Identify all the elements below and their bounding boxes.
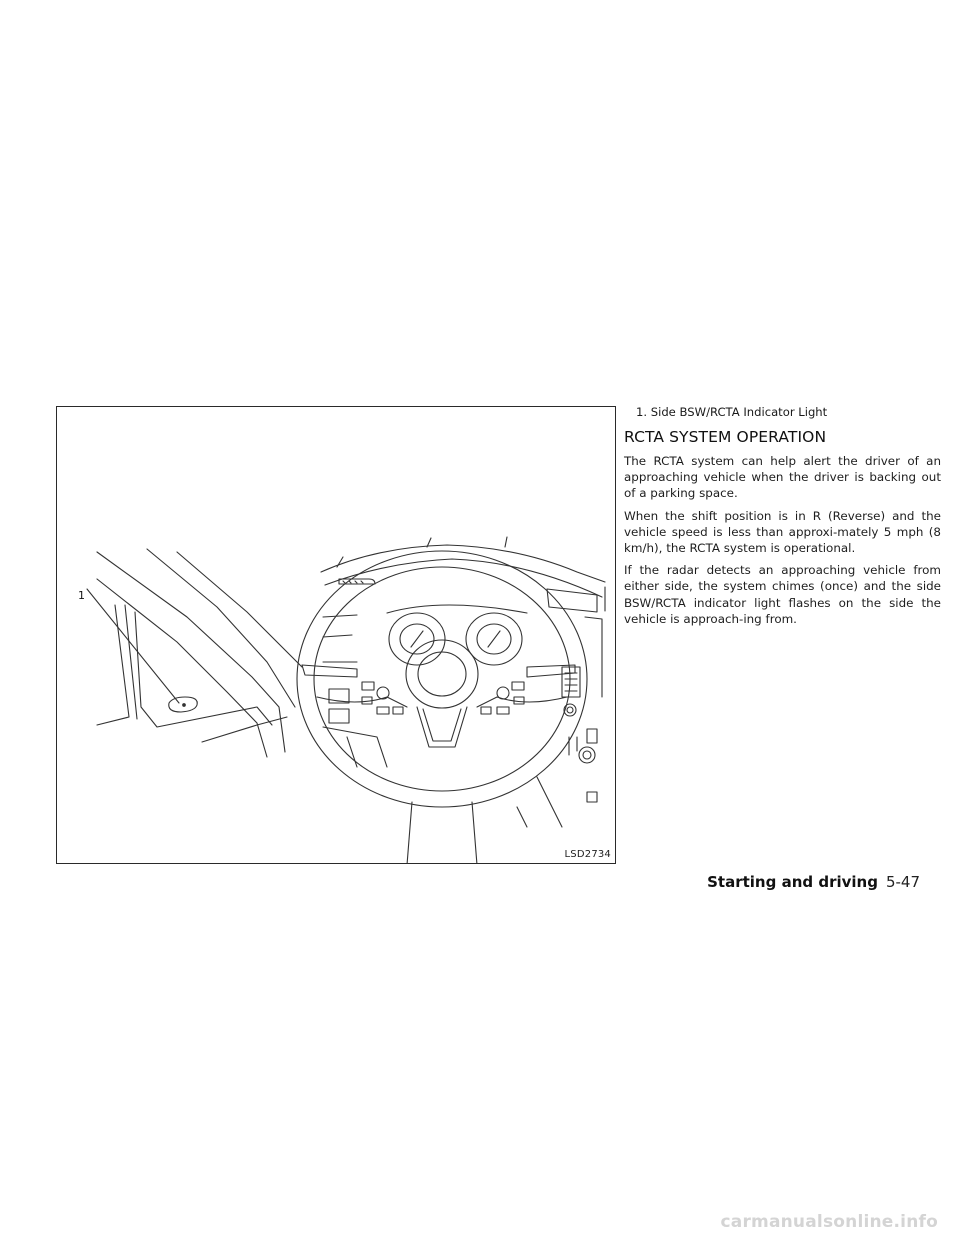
figure-code: LSD2734 <box>564 849 611 860</box>
footer-section-name: Starting and driving <box>707 873 878 891</box>
section-title: RCTA SYSTEM OPERATION <box>624 428 827 446</box>
callout-number: 1 <box>78 589 85 602</box>
dashboard-illustration <box>57 407 616 864</box>
illustration-figure <box>56 406 616 864</box>
paragraph: When the shift position is in R (Reverse) and the vehicle speed is less than approxi-mately 5 mph (8 km/h), the RCTA system is operational. <box>624 508 941 556</box>
page-footer <box>707 873 920 891</box>
watermark: carmanualsonline.info <box>720 1212 938 1232</box>
paragraph: The RCTA system can help alert the driver of an approaching vehicle when the driver is backing out of a parking space. <box>624 454 941 501</box>
steering-wheel <box>297 551 587 807</box>
page-number: 5-47 <box>885 873 920 891</box>
text-column <box>624 404 941 633</box>
figure-caption: 1. Side BSW/RCTA Indicator Light <box>636 405 828 419</box>
paragraph: If the radar detects an approaching vehicle from either side, the system chimes (once) and the side BSW/RCTA indicator light flashes on the side the vehicle is approach-ing from. <box>624 563 941 626</box>
